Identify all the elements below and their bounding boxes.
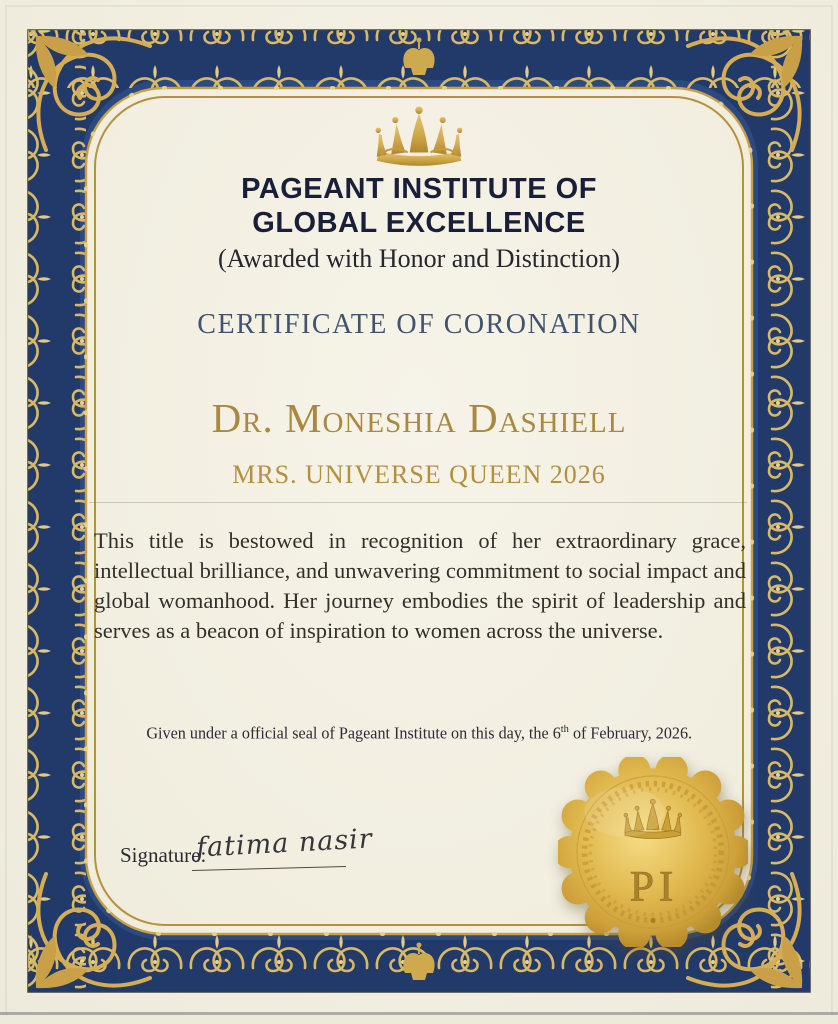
issuance-text-prefix: Given under a official seal of Pageant Institute on this day, the 6 (146, 723, 561, 743)
org-name-line1: PAGEANT INSTITUTE OF (241, 173, 597, 205)
seal-monogram: PI (629, 862, 679, 911)
issuance-text-suffix: of February, 2026. (568, 723, 692, 743)
crown-icon (352, 103, 486, 169)
signature-handwriting: fatima nasir (195, 823, 374, 864)
honor-subtitle: (Awarded with Honor and Distinction) (218, 244, 620, 273)
recipient-name: Dr. Moneshia Dashiell (211, 395, 627, 441)
signature-label: Signature: (120, 843, 207, 867)
org-name-line2: GLOBAL EXCELLENCE (252, 207, 586, 239)
divider-line (89, 502, 747, 503)
gold-seal-medallion-icon (558, 757, 748, 947)
award-title: CERTIFICATE OF CORONATION (197, 309, 641, 340)
recipient-title: MRS. UNIVERSE QUEEN 2026 (232, 460, 606, 489)
issuance-line (0, 723, 838, 744)
citation-paragraph: This title is bestowed in recognition of her extraordinary grace, intellectual brilliance, and unwavering commitment to social impact and global womanhood. Her journey embodies the spirit of leadership and serves as a beacon of inspiration to women across the universe. (94, 528, 746, 643)
date-ordinal: th (560, 723, 569, 735)
